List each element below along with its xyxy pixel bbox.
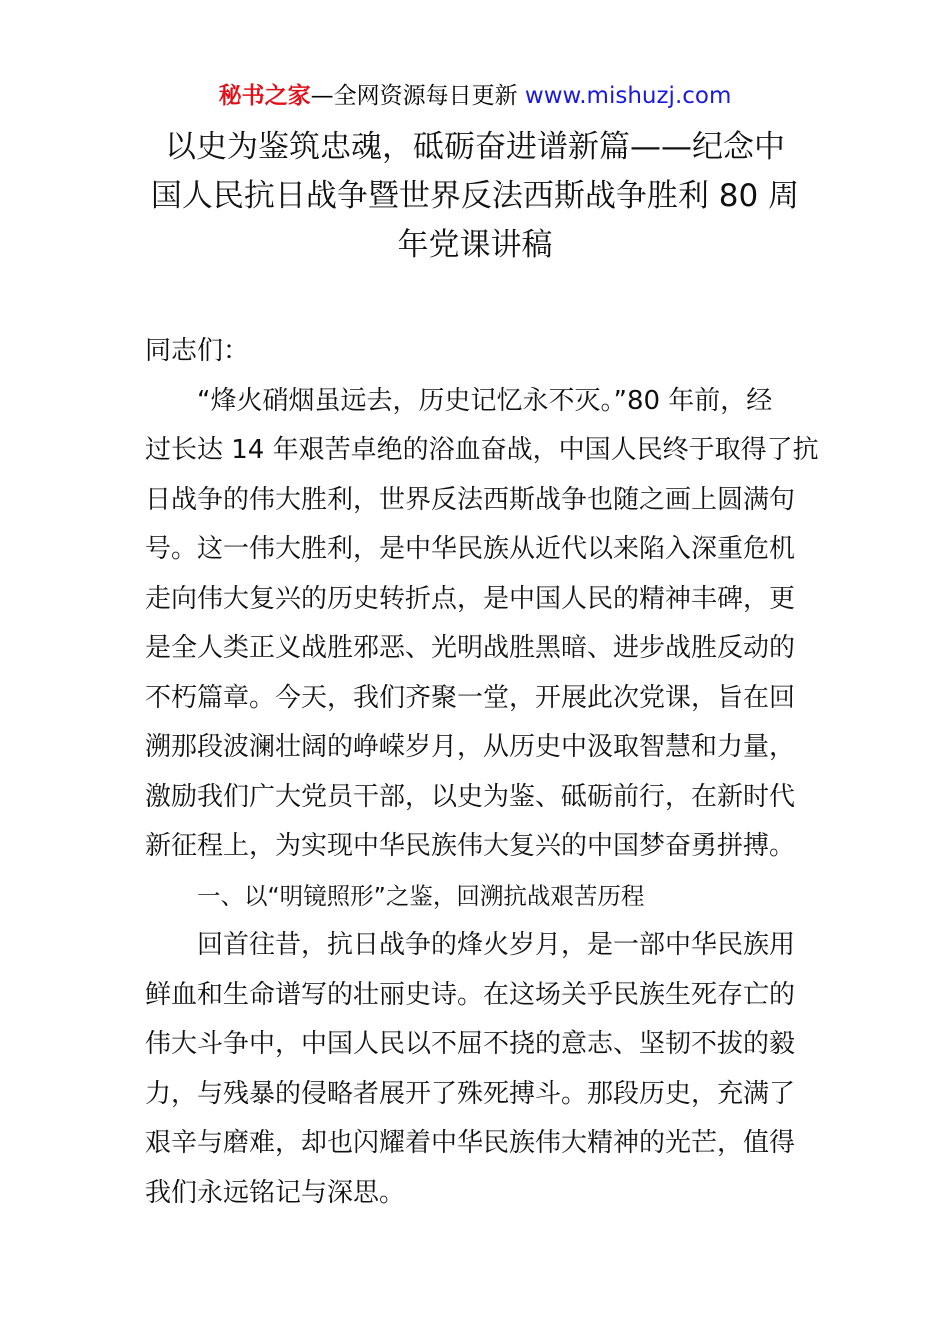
title-line: 年党课讲稿 bbox=[397, 227, 553, 263]
paragraph-line: 激励我们广大党员干部，以史为鉴、砥砺前行，在新时代 bbox=[145, 781, 796, 812]
paragraph-line: 新征程上，为实现中华民族伟大复兴的中国梦奋勇拼搏。 bbox=[145, 831, 796, 861]
site-header bbox=[0, 80, 950, 112]
paragraph-line: 走向伟大复兴的历史转折点，是中国人民的精神丰碑，更 bbox=[145, 583, 796, 614]
paragraph-line: 鲜血和生命谱写的壮丽史诗。在这场关乎民族生死存亡的 bbox=[145, 979, 796, 1010]
site-tagline: —全网资源每日更新 bbox=[310, 83, 525, 109]
section-heading: 一、以“明镜照形”之鉴，回溯抗战艰苦历程 bbox=[197, 881, 645, 910]
site-name: 秘书之家 bbox=[218, 83, 311, 109]
title-line: 以史为鉴筑忠魂，砥砺奋进谱新篇——纪念中 bbox=[165, 129, 785, 165]
paragraph-line: 我们永远铭记与深思。 bbox=[145, 1177, 406, 1208]
salutation: 同志们： bbox=[145, 336, 250, 366]
title-line: 国人民抗日战争暨世界反法西斯战争胜利 80 周 bbox=[150, 178, 800, 214]
paragraph-line: “烽火硝烟虽远去，历史记忆永不灭。”80 年前，经 bbox=[197, 385, 773, 416]
paragraph-line: 回首往昔，抗日战争的烽火岁月，是一部中华民族用 bbox=[197, 930, 796, 960]
paragraph-line: 溯那段波澜壮阔的峥嵘岁月，从历史中汲取智慧和力量， bbox=[145, 732, 796, 762]
document-body bbox=[145, 327, 819, 1218]
paragraph-line: 日战争的伟大胜利，世界反法西斯战争也随之画上圆满句 bbox=[145, 484, 796, 515]
paragraph-line: 不朽篇章。今天，我们齐聚一堂，开展此次党课，旨在回 bbox=[145, 682, 796, 713]
paragraph-line: 伟大斗争中，中国人民以不屈不挠的意志、坚韧不拔的毅 bbox=[145, 1029, 796, 1059]
paragraph-line: 过长达 14 年艰苦卓绝的浴血奋战，中国人民终于取得了抗 bbox=[145, 435, 819, 465]
paragraph-line: 力，与残暴的侵略者展开了殊死搏斗。那段历史，充满了 bbox=[145, 1078, 796, 1109]
site-url-link[interactable]: www.mishuzj.com bbox=[524, 83, 732, 109]
paragraph-line: 是全人类正义战胜邪恶、光明战胜黑暗、进步战胜反动的 bbox=[145, 633, 796, 663]
paragraph-line: 艰辛与磨难，却也闪耀着中华民族伟大精神的光芒，值得 bbox=[145, 1128, 796, 1158]
paragraph-line: 号。这一伟大胜利，是中华民族从近代以来陷入深重危机 bbox=[145, 534, 796, 564]
document-title bbox=[140, 123, 810, 270]
